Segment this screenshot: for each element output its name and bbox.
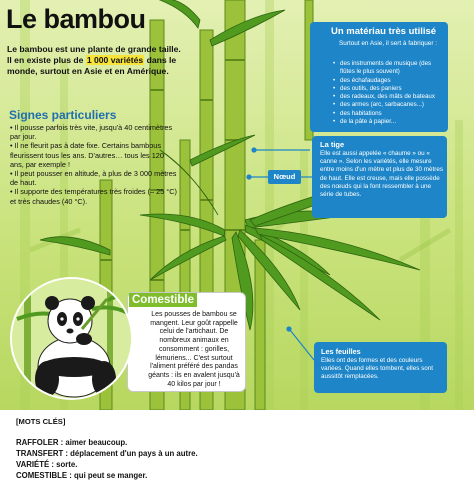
materiau-item: • des outils, des paniers xyxy=(333,85,445,93)
materiau-item: • des radeaux, des mâts de bateaux xyxy=(333,93,445,101)
signes-list xyxy=(10,123,178,206)
signes-item: • Il pousse parfois très vite, jusqu'à 40 centimètres par jour. xyxy=(10,123,173,142)
materiau-item: • de la pâte à papier... xyxy=(333,118,445,126)
feuilles-box xyxy=(314,342,447,393)
noeud-label: Nœud xyxy=(268,170,301,184)
materiau-item: • des armes (arc, sarbacanes...) xyxy=(333,101,445,109)
materiau-box xyxy=(310,22,448,132)
panda-icon xyxy=(12,279,133,400)
comestible-text: Les pousses de bambou se mangent. Leur goût rappelle celui de l'artichaut. De nombreux animaux en consomment : gorilles, lémuriens... C'est surtout l'aliment préféré des pandas géants : ils en avalent jusqu'à 40 kilos par jour ! xyxy=(148,311,240,388)
signes-title: Signes particuliers xyxy=(9,108,117,122)
panda-illustration xyxy=(10,277,133,400)
page-title: Le bambou xyxy=(6,4,146,34)
materiau-item: • des échafaudages xyxy=(333,77,445,85)
intro-highlight: 1 000 variétés xyxy=(86,55,144,65)
keyword-line: TRANSFERT : déplacement d'un pays à un autre. xyxy=(16,449,198,458)
comestible-title: Comestible xyxy=(129,293,197,307)
materiau-item: • des habitations xyxy=(333,110,445,118)
keywords-title: [MOTS CLÉS] xyxy=(16,417,66,426)
intro-part2: dans le monde, surtout en Asie et en Amérique. xyxy=(7,55,177,76)
intro-text xyxy=(7,44,187,77)
signes-item: • Il supporte des températures très froides (– 25 °C) et très chaudes (40 °C). xyxy=(10,187,177,206)
keyword-line: VARIÉTÉ : sorte. xyxy=(16,460,78,469)
tige-box xyxy=(312,136,447,218)
keyword-line: COMESTIBLE : qui peut se manger. xyxy=(16,471,148,480)
materiau-list xyxy=(333,60,445,126)
materiau-item: • des instruments de musique (des flûtes le plus souvent) xyxy=(333,60,445,77)
tige-title: La tige xyxy=(320,140,345,149)
materiau-title: Un matériau très utilisé xyxy=(331,26,437,37)
signes-item: • Il ne fleurit pas à date fixe. Certains bambous fleurissent tous les ans. D'autres… tous les 120 ans, par exemple ! xyxy=(10,141,164,169)
keywords-list xyxy=(16,437,198,481)
feuilles-title: Les feuilles xyxy=(321,347,361,356)
feuilles-text: Elles ont des formes et des couleurs variées. Quand elles tombent, elles sont aussitôt remplacées. xyxy=(321,357,434,381)
keyword-line: RAFFOLER : aimer beaucoup. xyxy=(16,438,128,447)
tige-text: Elle est aussi appelée « chaume » ou « canne ». Selon les variétés, elle mesure entre moins d'un mètre et plus de 30 mètres de haut. Elle est creuse, mais elle possède des nœuds qui la font ressembler à une série de tubes. xyxy=(320,150,444,199)
materiau-intro: Surtout en Asie, il sert à fabriquer : xyxy=(339,40,438,47)
signes-item: • Il peut pousser en altitude, à plus de 3 000 mètres de haut. xyxy=(10,169,177,188)
intro-part1: Le bambou est une plante de grande taille. Il en existe plus de xyxy=(7,44,181,65)
